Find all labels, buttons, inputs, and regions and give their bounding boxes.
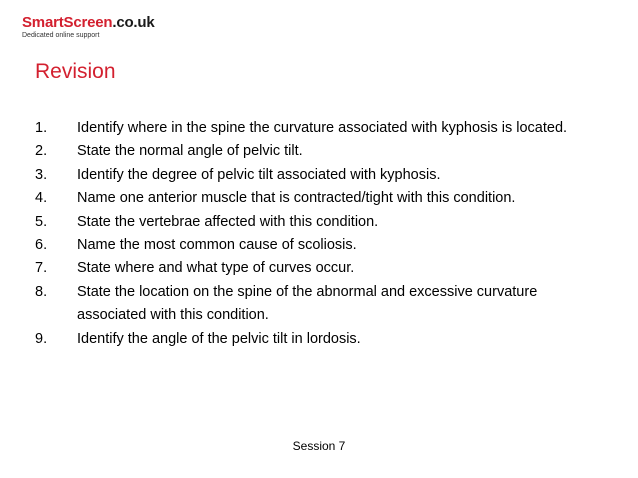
item-number: 8. xyxy=(35,283,48,300)
item-text: State the normal angle of pelvic tilt. xyxy=(77,143,303,160)
item-text: Identify the degree of pelvic tilt associated with kyphosis. xyxy=(77,166,441,183)
logo-tagline: Dedicated online support xyxy=(22,32,100,39)
list-item xyxy=(35,117,595,140)
smartscreen-logo xyxy=(22,15,155,39)
list-item xyxy=(35,211,595,234)
logo-brand: SmartScreen xyxy=(22,14,113,31)
item-number: 5. xyxy=(35,213,48,230)
list-item xyxy=(35,164,595,187)
list-item xyxy=(35,234,595,257)
item-number: 7. xyxy=(35,260,48,277)
item-number: 6. xyxy=(35,237,48,254)
item-number: 2. xyxy=(35,143,48,160)
item-text: Name one anterior muscle that is contracted/tight with this condition. xyxy=(77,190,516,207)
list-item xyxy=(35,281,595,328)
item-number: 9. xyxy=(35,330,48,347)
list-item xyxy=(35,187,595,210)
list-item xyxy=(35,140,595,163)
item-text: State the vertebrae affected with this condition. xyxy=(77,213,379,230)
item-number: 3. xyxy=(35,166,48,183)
logo-domain: .co.uk xyxy=(112,14,155,31)
item-number: 1. xyxy=(35,120,48,136)
slide-footer: Session 7 xyxy=(292,439,346,453)
item-text: Name the most common cause of scoliosis. xyxy=(77,237,357,254)
list-item xyxy=(35,328,595,351)
list-item xyxy=(35,257,595,280)
item-text: State where and what type of curves occur. xyxy=(77,260,355,277)
revision-question-list xyxy=(35,117,595,351)
item-text: Identify where in the spine the curvature associated with kyphosis is located. xyxy=(77,120,568,136)
slide-title: Revision xyxy=(35,60,116,83)
logo-wordmark xyxy=(22,15,155,30)
item-text: State the location on the spine of the abnormal and excessive curvature associated with this condition. xyxy=(77,283,538,324)
item-text: Identify the angle of the pelvic tilt in lordosis. xyxy=(77,330,361,347)
item-number: 4. xyxy=(35,190,48,207)
